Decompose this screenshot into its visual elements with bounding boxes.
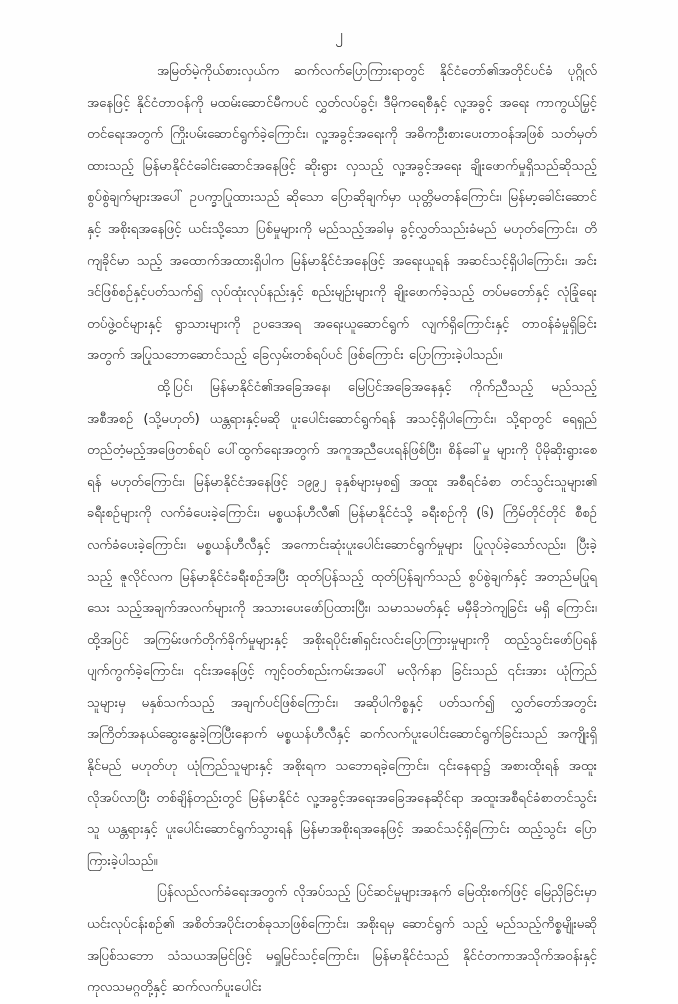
paragraph-2: ထို့ပြင်၊ မြန်မာနိုင်ငံ၏အခြေအနေ၊ မြေပြင်အခြေအနေနှင့် ကိုက်ညီသည့် မည်သည့် အစီအစဉ် (သို့မဟုတ်) ယန္တရားနှင့်မဆို ပူးပေါင်းဆောင်ရွက်ရန် အသင့်ရှိပါကြောင်း၊ သို့ရာတွင် ရေရှည် တည်တံ့မည့်အဖြေတစ်ရပ် ပေါ်ထွက်ရေးအတွက် အကူအညီပေးရန်ဖြစ်ပြီး၊ စိန်ခေါ်မှု များကို ပိုမိုဆိုးရွားစေရန် မဟုတ်ကြောင်း၊ မြန်မာနိုင်ငံအနေဖြင့် ၁၉၉၂ ခုနှစ်များမှစ၍ အထူး အစီရင်ခံစာ တင်သွင်းသူများ၏ ခရီးစဉ်များကို လက်ခံပေးခဲ့ကြောင်း၊ မစ္စယန်ဟီလီ၏ မြန်မာနိုင်ငံသို့ ခရီးစဉ်ကို (၆) ကြိမ်တိုင်တိုင် စီစဉ်လက်ခံပေးခဲ့ကြောင်း၊ မစ္စယန်ဟီလီနှင့် အကောင်းဆုံးပူးပေါင်းဆောင်ရွက်မှုများ ပြုလုပ်ခဲ့သော်လည်း၊ ပြီးခဲ့သည့် ဇူလိုင်လက မြန်မာနိုင်ငံခရီးစဉ်အပြီး ထုတ်ပြန်သည့် ထုတ်ပြန်ချက်သည် စွပ်စွဲချက်နှင့် အတည်မပြုရသေး သည့်အချက်အလက်များကို အသားပေးဖော်ပြထားပြီး၊ သမာသမတ်နှင့် မမှီခိုဘဲကျခြင်း မရှိ ကြောင်း၊ ထို့အပြင် အကြမ်းဖက်တိုက်ခိုက်မှုများနှင့် အစိုးရပိုင်း၏ရှင်းလင်းပြောကြားမှုများကို ထည့်သွင်းဖော်ပြရန် ပျက်ကွက်ခဲ့ကြောင်း၊ ၎င်းအနေဖြင့် ကျင့်ဝတ်စည်းကမ်းအပေါ် မလိုက်နာ ခြင်းသည် ၎င်းအား ယုံကြည်သူများမှ မနှစ်သက်သည့် အချက်ပင်ဖြစ်ကြောင်း၊ အဆိုပါကိစ္စနှင့် ပတ်သက်၍ လွှတ်တော်အတွင်း အကြိတ်အနယ်ဆွေးနွေးခဲ့ကြပြီးနောက် မစ္စယန်ဟီလီနှင့် ဆက်လက်ပူးပေါင်းဆောင်ရွက်ခြင်းသည် အကျိုးရှိနိုင်မည် မဟုတ်ဟု ယုံကြည်သူများနှင့် အစိုးရက သဘောရခဲ့ကြောင်း၊ ၎င်းနေရာ၌ အစားထိုးရန် အထူးလိုအပ်လာပြီး တစ်ချိန်တည်းတွင် မြန်မာနိုင်ငံ လူ့အခွင့်အရေးအခြေအနေဆိုင်ရာ အထူးအစီရင်ခံစာတင်သွင်းသူ ယန္တရားနှင့် ပူးပေါင်းဆောင်ရွက်သွားရန် မြန်မာအစိုးရအနေဖြင့် အဆင်သင့်ရှိကြောင်း ထည့်သွင်း ပြောကြားခဲ့ပါသည်။ [87,379,597,869]
paragraph-3: ပြန်လည်လက်ခံရေးအတွက် လိုအပ်သည့် ပြင်ဆင်မှုများအနက် မြေထိုးစက်ဖြင့် မြေညှိခြင်းမှာ ယင်းလုပ်ငန်းစဉ်၏ အစိတ်အပိုင်းတစ်ခုသာဖြစ်ကြောင်း၊ အစိုးရမှ ဆောင်ရွက် သည့် မည်သည့်ကိစ္စမျိုးမဆို အပြစ်သဘော သံသယအမြင်ဖြင့် မရှုမြင်သင့်ကြောင်း၊ မြန်မာနိုင်ငံသည် နိုင်ငံတကာအသိုက်အဝန်းနှင့် ကုလသမဂ္ဂတို့နှင့် ဆက်လက်ပူးပေါင်း [87,885,597,996]
paragraph-1: အမြတ်မဲ့ကိုယ်စားလှယ်က ဆက်လက်ပြောကြားရာတွင် နိုင်ငံတော်၏အတိုင်ပင်ခံ ပုဂ္ဂိုလ်အနေဖြင့် နိုင်ငံတာဝန်ကို မထမ်းဆောင်မီကပင် လွှတ်လပ်ခွင့်၊ ဒီမိုကရေစီနှင့် လူ့အခွင့် အရေး ကာကွယ်မြှင့်တင်ရေးအတွက် ကြိုးပမ်းဆောင်ရွက်ခဲ့ကြောင်း၊ လူ့အခွင့်အရေးကို အဓိကဦးစားပေးတာဝန်အဖြစ် သတ်မှတ်ထားသည့် မြန်မာနိုင်ငံခေါင်းဆောင်အနေဖြင့် ဆိုးရွား လှသည့် လူ့အခွင့်အရေး ချိုးဖောက်မှုရှိသည်ဆိုသည့် စွပ်စွဲချက်များအပေါ် ဥပက္ခာပြုထားသည် ဆိုသော ပြောဆိုချက်မှာ ယုတ္တိမတန်ကြောင်း၊ မြန်မာ့ခေါင်းဆောင်နှင့် အစိုးရအနေဖြင့် ယင်းသို့သော ပြစ်မှုများကို မည်သည့်အခါမှ ခွင့်လွှတ်သည်းခံမည် မဟုတ်ကြောင်း၊ တိကျခိုင်မာ သည့် အထောက်အထားရှိပါက မြန်မာနိုင်ငံအနေဖြင့် အရေးယူရန် အဆင်သင့်ရှိပါကြောင်း၊ အင်းဒင်ဖြစ်စဉ်နှင့်ပတ်သက်၍ လုပ်ထုံးလုပ်နည်းနှင့် စည်းမျဉ်းများကို ချိုးဖောက်ခဲ့သည့် တပ်မတော်နှင့် လုံခြုံရေးတပ်ဖွဲ့ဝင်များနှင့် ရွာသားများကို ဥပဒေအရ အရေးယူဆောင်ရွက် လျက်ရှိကြောင်းနှင့် တာဝန်ခံမှုရှိခြင်းအတွက် အပြုသဘောဆောင်သည့် ခြေလှမ်းတစ်ရပ်ပင် ဖြစ်ကြောင်း ပြောကြားခဲ့ပါသည်။ [87,64,597,364]
page-number: ၂ [335,25,343,44]
body-text [87,56,597,996]
